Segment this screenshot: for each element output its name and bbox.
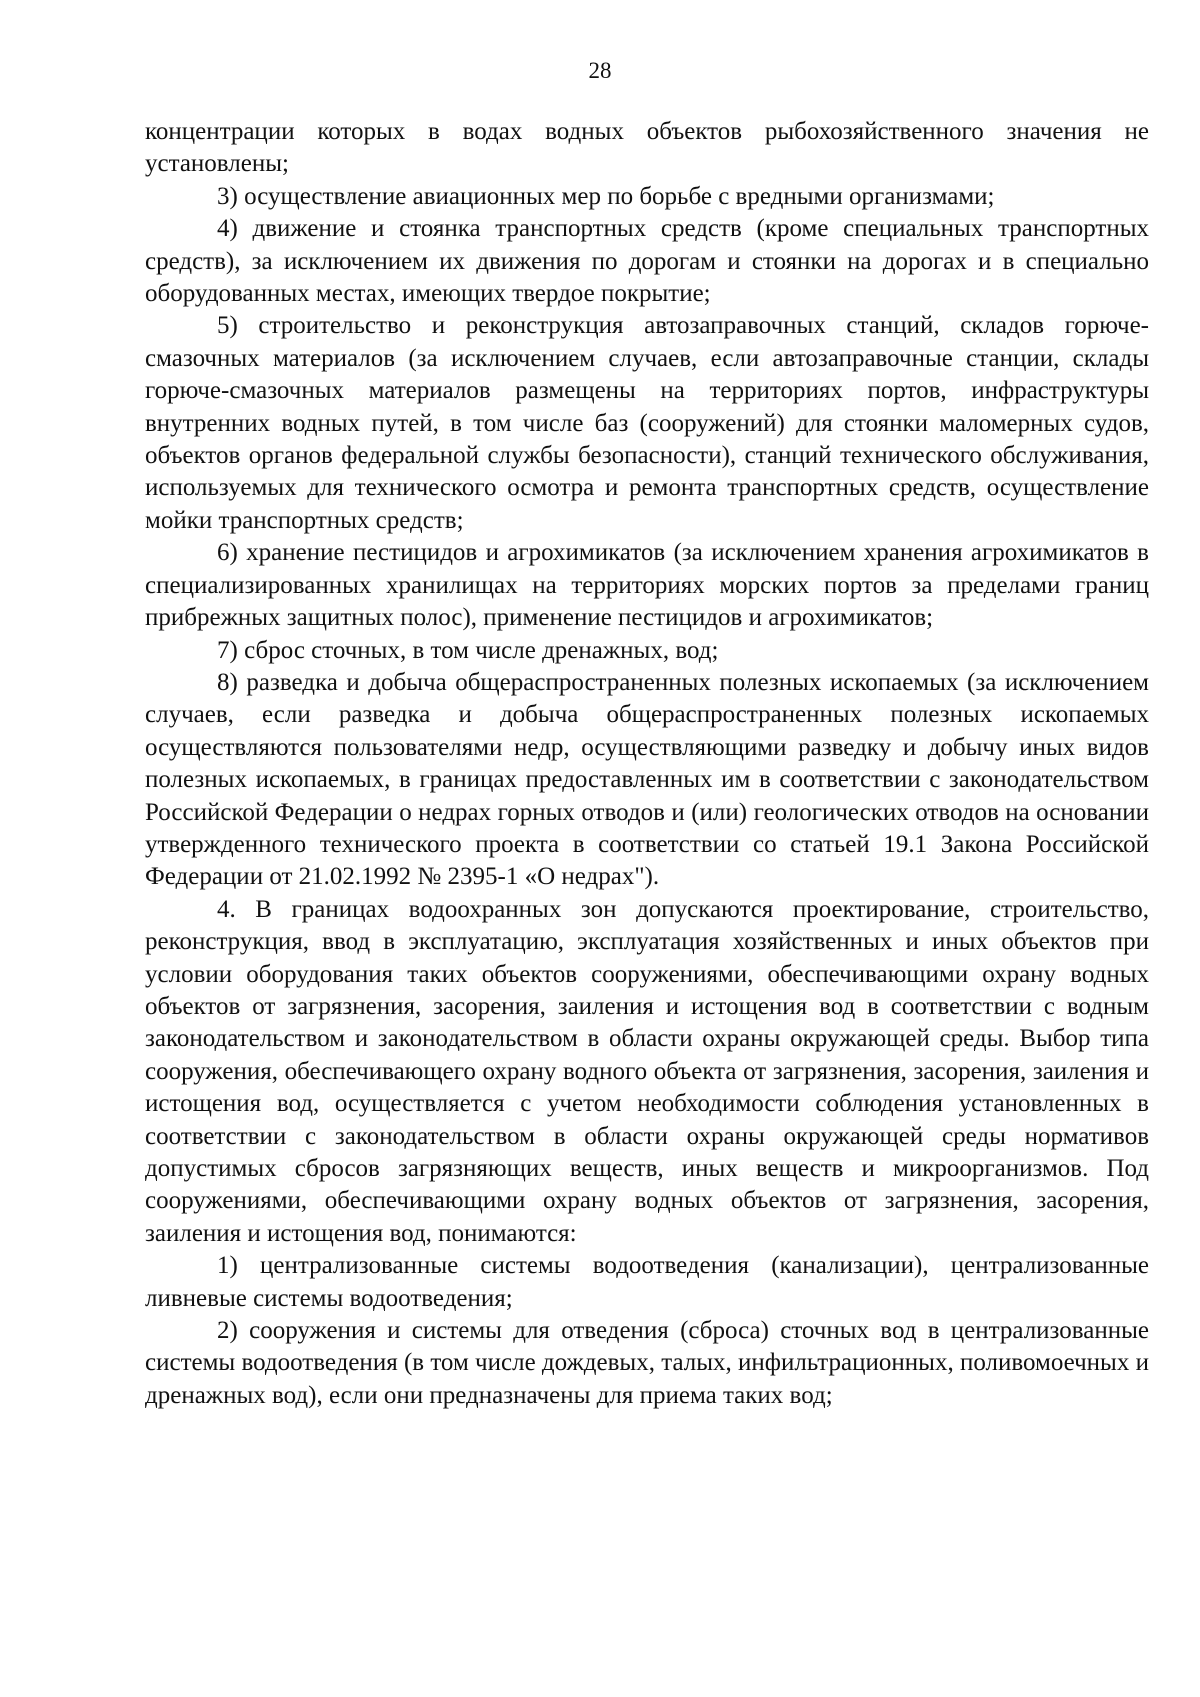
paragraph: 7) сброс сточных, в том числе дренажных, вод; xyxy=(217,636,719,664)
paragraph: 6) хранение пестицидов и агрохимикатов (за исключением хранения агрохимикатов в специализированных хранилищах на территориях морских портов за пределами границ прибрежных защитных полос), применение пестицидов и агрохимикатов; xyxy=(145,539,1149,632)
paragraph: 2) сооружения и системы для отведения (сброса) сточных вод в централизованные системы водоотведения (в том числе дождевых, талых, инфильтрационных, поливомоечных и дренажных вод), если они предназначены для приема таких вод; xyxy=(145,1317,1149,1409)
page-number: 28 xyxy=(588,58,612,83)
paragraph: 3) осуществление авиационных мер по борьбе с вредными организмами; xyxy=(217,182,995,210)
paragraph: 4. В границах водоохранных зон допускаются проектирование, строительство, реконструкция, ввод в эксплуатацию, эксплуатация хозяйственных и иных объектов при условии оборудования таких объектов сооружениями, обеспечивающими охрану водных объектов от загрязнения, засорения, заиления и истощения вод в соответствии с водным законодательством и законодательством в области охраны окружающей среды. Выбор типа сооружения, обеспечивающего охрану водного объекта от загрязнения, засорения, заиления и истощения вод, осуществляется с учетом необходимости соблюдения установленных в соответствии с законодательством в области охраны окружающей среды нормативов допустимых сбросов загрязняющих веществ, иных веществ и микроорганизмов. Под сооружениями, обеспечивающими охрану водных объектов от загрязнения, засорения, заиления и истощения вод, понимаются: xyxy=(145,895,1149,1247)
paragraph: 1) централизованные системы водоотведения (канализации), централизованные ливневые системы водоотведения; xyxy=(145,1252,1149,1312)
paragraph: 4) движение и стоянка транспортных средств (кроме специальных транспортных средств), за исключением их движения по дорогам и стоянки на дорогах и в специально оборудованных местах, имеющих твердое покрытие; xyxy=(145,215,1149,308)
paragraph: концентрации которых в водах водных объектов рыбохозяйственного значения не установлены; xyxy=(145,118,1149,178)
paragraph: 5) строительство и реконструкция автозаправочных станций, складов горюче-смазочных материалов (за исключением случаев, если автозаправочные станции, склады горюче-смазочных материалов размещены на территориях портов, инфраструктуры внутренних водных путей, в том числе баз (сооружений) для стоянки маломерных судов, объектов органов федеральной службы безопасности), станций технического обслуживания, используемых для технического осмотра и ремонта транспортных средств, осуществление мойки транспортных средств; xyxy=(145,312,1149,534)
paragraph: 8) разведка и добыча общераспространенных полезных ископаемых (за исключением случаев, если разведка и добыча общераспространенных полезных ископаемых осуществляются пользователями недр, осуществляющими разведку и добычу иных видов полезных ископаемых, в границах предоставленных им в соответствии с законодательством Российской Федерации о недрах горных отводов и (или) геологических отводов на основании утвержденного технического проекта в соответствии со статьей 19.1 Закона Российской Федерации от 21.02.1992 № 2395-1 «О недрах"). xyxy=(145,668,1149,891)
document-body xyxy=(145,116,1149,1412)
